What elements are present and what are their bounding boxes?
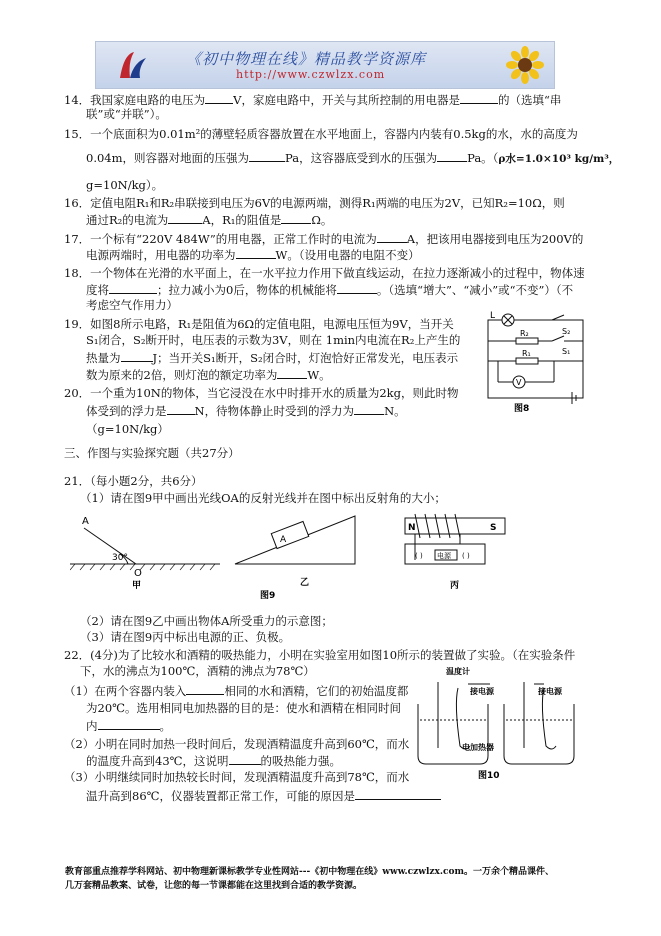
- q15-line3: [86, 178, 163, 192]
- q15-blank-2[interactable]: [437, 150, 467, 162]
- q22-text-h: （2）小明在同时加热一段时间后，发现酒精温度升高到60℃，而水: [64, 737, 410, 751]
- fig9-label-S: S: [490, 523, 497, 533]
- switch-s2-upper: [552, 315, 564, 320]
- q14-line2: [86, 107, 167, 121]
- q20-blank-1[interactable]: [167, 403, 195, 415]
- q22-text-e: 为20℃。选用相同电加热器的目的是：使水和酒精在相同时间: [86, 701, 401, 715]
- section-3-heading: [64, 446, 240, 460]
- q15-line2: [86, 150, 619, 166]
- q22-text-j: 的吸热能力强。: [260, 754, 341, 768]
- q22-line9: [86, 788, 441, 803]
- q19-text-c: 热量为: [86, 351, 121, 365]
- q22-text-f: 内: [86, 719, 98, 733]
- q17-blank-2[interactable]: [236, 247, 276, 259]
- figure-10: [408, 664, 580, 780]
- q14-text-c: 的（选填“串: [497, 93, 562, 107]
- fig9-label-yi: 乙: [300, 578, 310, 588]
- q20-text-c: N，待物体静止时受到的浮力为: [194, 404, 355, 418]
- q17-line1: [64, 231, 583, 246]
- q14-line1: [64, 92, 561, 107]
- fig10-heater-label: 电加热器: [462, 743, 494, 752]
- q22-blank-3[interactable]: [229, 753, 261, 765]
- q14-text-a: 14．我国家庭电路的电压为: [64, 93, 206, 107]
- q18-blank-2[interactable]: [337, 282, 377, 294]
- q22-blank-4[interactable]: [355, 788, 441, 800]
- fig9-paren-left: ( ): [415, 552, 423, 560]
- q18-text-c: ；拉力减小为0后，物体的机械能将: [157, 283, 337, 297]
- q21-line1: [64, 474, 203, 488]
- q22-line1: [64, 648, 575, 662]
- fig9-battery-label: 电源: [437, 552, 451, 560]
- q15-text-e: g=10N/kg）。: [86, 178, 164, 192]
- q14-blank-1[interactable]: [205, 92, 233, 104]
- q17-text-b: A，把该用电器接到电压为200V的: [406, 232, 584, 246]
- q16-text-b: 通过R₂的电流为: [86, 213, 169, 227]
- q21-line4: [80, 630, 290, 644]
- fig10-thermometer-label: 温度计: [446, 667, 470, 676]
- fig8-label-V: V: [516, 378, 522, 387]
- fig8-caption: 图8: [514, 404, 530, 414]
- figure-8-circuit: [478, 310, 590, 414]
- q16-text-d: Ω。: [311, 213, 333, 227]
- q19-text-d: J；当开关S₁断开，S₂闭合时，灯泡恰好正常发光，电压表示: [152, 351, 459, 365]
- q22-line6: [64, 737, 409, 751]
- beaker-right: [504, 704, 574, 764]
- fig8-label-R1: R₁: [522, 349, 531, 358]
- q20-line3: [86, 422, 169, 436]
- q14-text-d: 联”或“并联”）。: [86, 107, 167, 121]
- q18-text-a: 18．一个物体在光滑的水平面上，在一水平拉力作用下做直线运动，在拉力逐渐减小的过程中，物体速: [64, 266, 585, 280]
- fig9-label-N: N: [408, 523, 416, 533]
- q20-text-a: 20．一个重为10N的物体，当它浸没在水中时排开水的质量为2kg，则此时物: [64, 386, 459, 400]
- q20-line1: [64, 386, 458, 400]
- footer-line1: 教育部重点推荐学科网站、初中物理新课标教学专业性网站---《初中物理在线》www.czwlzx.com。一万余个精品课件、: [65, 867, 555, 877]
- fig9-label-jia: 甲: [132, 581, 142, 591]
- q22-text-a: 22．(4分)为了比较水和酒精的吸热能力，小明在实验室用如图10所示的装置做了实验。（在实验条件: [64, 648, 576, 662]
- fig8-label-S2: S₂: [562, 327, 571, 336]
- incident-ray-OA: [84, 528, 136, 564]
- q22-line3: [64, 683, 408, 698]
- q22-blank-1[interactable]: [186, 683, 224, 695]
- q15-line1: [64, 127, 578, 141]
- fig10-wire2-label: 接电源: [538, 687, 562, 696]
- q17-text-a: 17．一个标有“220V 484W”的用电器，正常工作时的电流为: [64, 232, 377, 246]
- q22-text-b: 下，水的沸点为100℃，酒精的沸点为78℃）: [80, 664, 315, 678]
- q18-text-d: 。（选填“增大”、“减小”或“不变”）（不: [376, 283, 574, 297]
- q19-blank-2[interactable]: [277, 367, 307, 379]
- q21-text-a: 21．（每小题2分，共6分）: [64, 474, 203, 488]
- q22-line4: [86, 701, 401, 715]
- fig8-label-R2: R₂: [520, 329, 529, 338]
- q21-line3: [80, 614, 333, 628]
- header-banner: [95, 41, 555, 89]
- q19-text-a: 19．如图8所示电路，R₁是阻值为6Ω的定值电阻，电源电压恒为9V，当开关: [64, 317, 454, 331]
- q15-rho: ρ水=1.0×10³ kg/m³，: [498, 153, 620, 165]
- fig10-caption: 图10: [478, 771, 500, 780]
- q15-blank-1[interactable]: [249, 150, 285, 162]
- fig10-wire1-label: 接电源: [470, 687, 494, 696]
- q20-line2: [86, 403, 406, 418]
- q16-text-a: 16．定值电阻R₁和R₂串联接到电压为6V的电源两端，测得R₁两端的电压为2V，已知R₂=10Ω，则: [64, 196, 565, 210]
- q18-line2: [86, 282, 573, 297]
- q16-line2: [86, 212, 332, 227]
- q20-text-b: 体受到的浮力是: [86, 404, 167, 418]
- q14-text-b: V，家庭电路中，开关与其所控制的用电器是: [233, 93, 460, 107]
- q15-text-c: Pa，这容器底受到水的压强为: [285, 151, 438, 165]
- q16-blank-2[interactable]: [281, 212, 311, 224]
- q19-line3: [86, 350, 458, 365]
- q22-blank-2[interactable]: [98, 718, 160, 730]
- q21-text-b: （1）请在图9甲中画出光线OA的反射光线并在图中标出反射角的大小；: [80, 491, 446, 505]
- fig9-label-bing: 丙: [450, 581, 460, 591]
- q17-text-c: 电源两端时，用电器的功率为: [86, 248, 236, 262]
- q22-text-k: （3）小明继续同时加热较长时间，发现酒精温度升高到78℃，而水: [64, 770, 410, 784]
- q21-text-d: （3）请在图9丙中标出电源的正、负极。: [80, 630, 291, 644]
- figure-9: [70, 508, 510, 600]
- banner-url[interactable]: http://www.czwlzx.com: [236, 68, 386, 81]
- q16-line1: [64, 196, 565, 210]
- footer-line2: 几万套精品教案、试卷，让您的每一节课都能在这里找到合适的教学资源。: [65, 881, 363, 891]
- block-A: [271, 521, 308, 548]
- q22-text-d: 相同的水和酒精，它们的初始温度都: [224, 684, 409, 698]
- fig9-angle: 30°: [112, 553, 128, 563]
- q19-text-e: 数为原来的2倍，则灯泡的额定功率为: [86, 368, 278, 382]
- heater-right: [542, 688, 556, 749]
- q20-text-d: N。: [384, 404, 406, 418]
- q21-line2: [80, 491, 446, 505]
- beaker-left: [418, 704, 488, 764]
- sunflower-icon: [506, 46, 544, 84]
- q22-text-l: 温升高到86℃，仪器装置都正常工作，可能的原因是: [86, 789, 355, 803]
- q19-text-b: S₁闭合，S₂断开时，电压表的示数为3V，则在 1min内电流在R₂上产生的: [86, 333, 461, 347]
- q16-text-c: A，R₁的阻值是: [202, 213, 282, 227]
- q20-text-e: （g=10N/kg）: [86, 422, 169, 436]
- q22-text-c: （1）在两个容器内装入: [64, 684, 187, 698]
- q18-text-e: 考虑空气作用力）: [86, 298, 178, 312]
- resistor-r2: [516, 338, 538, 344]
- fig8-label-L: L: [490, 311, 496, 321]
- q22-text-i: 的温度升高到43℃，这说明: [86, 754, 229, 768]
- fig9-paren-right: ( ): [462, 552, 470, 560]
- q15-text-a: 15．一个底面积为0.01m²的薄壁轻质容器放置在水平地面上，容器内内装有0.5kg的水，水的高度为: [64, 127, 578, 141]
- q21-text-c: （2）请在图9乙中画出物体A所受重力的示意图；: [80, 614, 333, 628]
- fig9-label-A: A: [82, 516, 89, 527]
- q22-line2: [80, 664, 315, 678]
- q19-line4: [86, 367, 331, 382]
- q18-blank-1[interactable]: [109, 282, 157, 294]
- q15-text-b: 0.04m，则容器对地面的压强为: [86, 151, 250, 165]
- site-logo-icon: [116, 48, 150, 82]
- resistor-r1: [516, 358, 538, 364]
- q18-line1: [64, 266, 585, 280]
- q22-line7: [86, 753, 341, 768]
- q19-line1: [64, 317, 454, 331]
- section-3-text: 三、作图与实验探究题（共27分）: [64, 446, 240, 460]
- fig9-label-O: O: [134, 568, 142, 579]
- q22-line8: [64, 770, 409, 784]
- q17-line2: [86, 247, 420, 262]
- q19-line2: [86, 333, 460, 347]
- switch-s1: [552, 336, 564, 341]
- q17-text-d: W。（设用电器的电阻不变）: [275, 248, 420, 262]
- fig8-label-S1: S₁: [562, 347, 571, 356]
- q18-text-b: 度将: [86, 283, 109, 297]
- q22-text-g: 。: [159, 719, 171, 733]
- banner-title: 《初中物理在线》精品教学资源库: [186, 50, 427, 68]
- fig9-caption: 图9: [260, 591, 276, 600]
- fig9-block-label: A: [280, 535, 287, 545]
- q22-line5: [86, 718, 171, 733]
- q14-blank-2[interactable]: [460, 92, 498, 104]
- q20-blank-2[interactable]: [354, 403, 384, 415]
- q17-blank-1[interactable]: [377, 231, 407, 243]
- q19-blank-1[interactable]: [121, 350, 153, 362]
- q15-text-d: Pa。（: [467, 151, 499, 165]
- q19-text-f: W。: [307, 368, 331, 382]
- q18-line3: [86, 298, 178, 312]
- q16-blank-1[interactable]: [168, 212, 202, 224]
- heater-left: [456, 688, 470, 749]
